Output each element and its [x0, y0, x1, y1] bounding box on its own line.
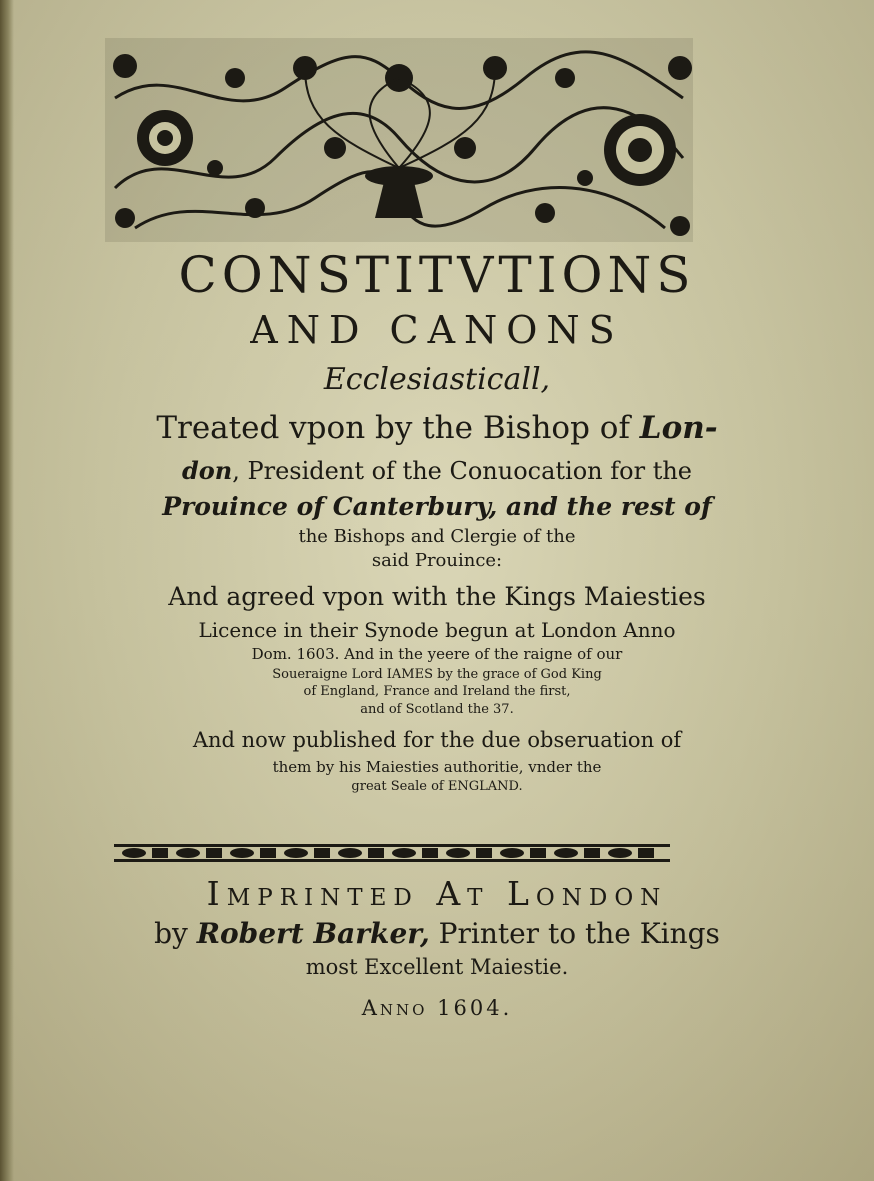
- imprint-line-2-suffix: Printer to the Kings: [429, 917, 720, 950]
- description-line-13: of England, France and Ireland the first,: [303, 684, 571, 699]
- title-line-1: CONSTITVTIONS: [178, 246, 696, 304]
- description-line-16: them by his Maiesties authoritie, vnder the: [272, 758, 602, 776]
- description-line-7: the Bishops and Clergie of the: [298, 526, 576, 547]
- description-line-9: And agreed vpon with the Kings Maiesties: [168, 582, 706, 611]
- description-line-4-text: Treated vpon by the Bishop of: [156, 410, 640, 446]
- imprint-line-1: Imprinted At London: [206, 874, 668, 913]
- imprint-line-3: most Excellent Maiestie.: [305, 955, 569, 979]
- description-line-6: Prouince of Canterbury, and the rest of: [162, 492, 712, 521]
- floral-headpiece-icon: [105, 38, 693, 242]
- description-line-12: Soueraigne Lord IAMES by the grace of God King: [272, 667, 602, 682]
- description-line-10: Licence in their Synode begun at London Anno: [198, 618, 676, 642]
- description-line-8: said Prouince:: [371, 550, 503, 571]
- description-line-11: Dom. 1603. And in the yeere of the raigne of our: [251, 645, 623, 663]
- description-line-4: [0, 410, 874, 446]
- ornamental-rule-icon: [114, 842, 670, 864]
- description-line-5-italic: don: [181, 456, 233, 485]
- imprint-line-2: [0, 917, 874, 950]
- title-line-2: AND CANONS: [250, 308, 624, 352]
- printer-name: Robert Barker,: [196, 917, 430, 950]
- imprint-date: Anno 1604.: [361, 996, 513, 1020]
- description-line-5: [0, 456, 874, 485]
- description-line-5-text: , President of the Conuocation for the: [232, 457, 693, 485]
- description-line-14: and of Scotland the 37.: [360, 702, 514, 717]
- description-line-4-italic: Lon-: [639, 410, 718, 446]
- imprint-line-2-prefix: by: [154, 917, 197, 950]
- description-line-17: great Seale of ENGLAND.: [351, 779, 523, 794]
- description-line-15: And now published for the due obseruation of: [192, 728, 682, 752]
- title-line-3: Ecclesiasticall,: [323, 362, 551, 397]
